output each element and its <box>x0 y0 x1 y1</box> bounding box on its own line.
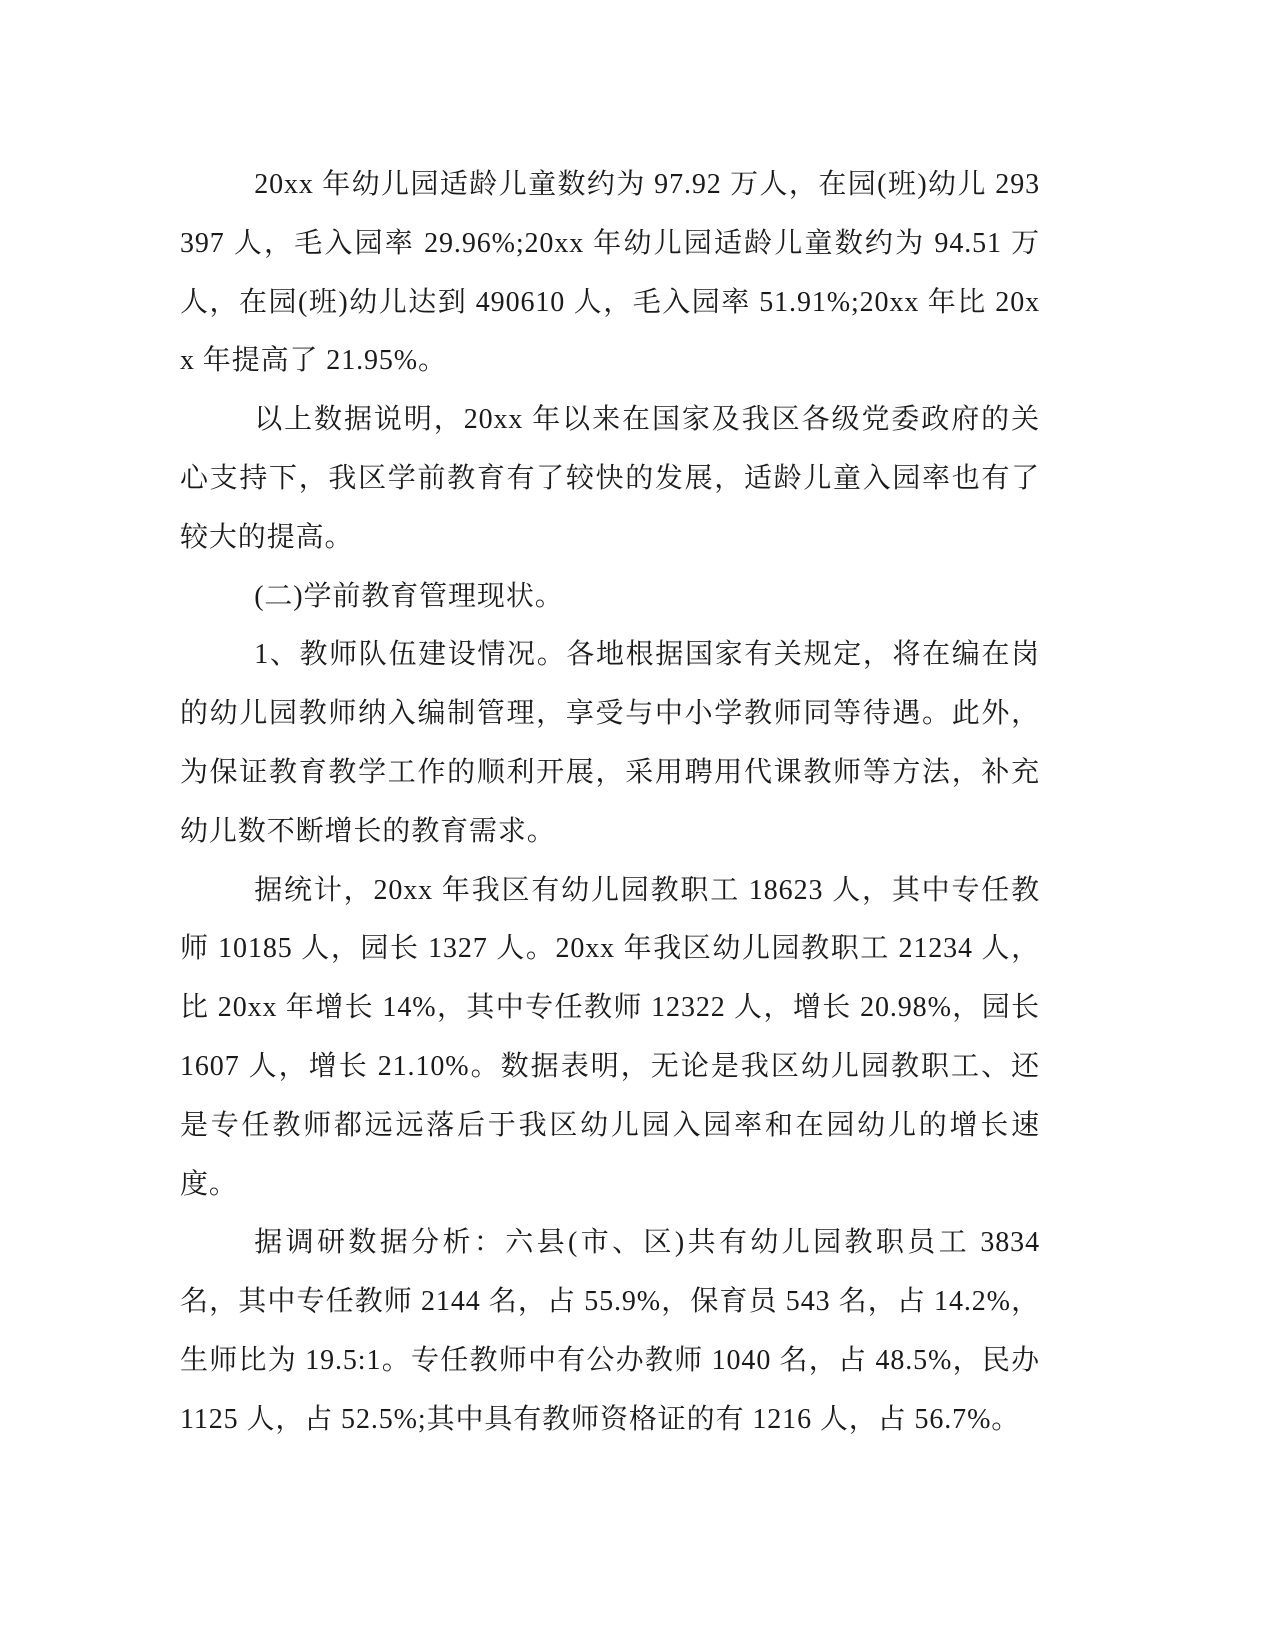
paragraph-enrollment-data: 20xx 年幼儿园适龄儿童数约为 97.92 万人，在园(班)幼儿 293397 人，毛入园率 29.96%;20xx 年幼儿园适龄儿童数约为 94.51 万人，在园(班)幼儿达到 490610 人，毛入园率 51.91%;20xx 年比 20xx 年提高了 21.95%。 <box>180 169 1040 377</box>
paragraph-data-summary: 以上数据说明，20xx 年以来在国家及我区各级党委政府的关心支持下，我区学前教育有了较快的发展，适龄儿童入园率也有了较大的提高。 <box>180 404 1040 553</box>
section-heading-management-status: (二)学前教育管理现状。 <box>254 580 564 612</box>
paragraph-staff-statistics: 据统计，20xx 年我区有幼儿园教职工 18623 人，其中专任教师 10185 人，园长 1327 人。20xx 年我区幼儿园教职工 21234 人，比 20xx 年增长 14%，其中专任教师 12322 人，增长 20.98%，园长 1607 人，增长 21.10%。数据表明，无论是我区幼儿园教职工、还是专任教师都远远落后于我区幼儿园入园率和在园幼儿的增长速度。 <box>180 874 1040 1200</box>
paragraph-survey-analysis: 据调研数据分析：六县(市、区)共有幼儿园教职员工 3834 名，其中专任教师 2144 名，占 55.9%，保育员 543 名，占 14.2%，生师比为 19.5:1。专任教师中有公办教师 1040 名，占 48.5%，民办 1125 人，占 52.5%;其中具有教师资格证的有 1216 人，占 56.7%。 <box>180 1227 1040 1435</box>
document-body <box>180 156 1040 1450</box>
paragraph-teacher-team-building: 1、教师队伍建设情况。各地根据国家有关规定，将在编在岗的幼儿园教师纳入编制管理，享受与中小学教师同等待遇。此外，为保证教育教学工作的顺利开展，采用聘用代课教师等方法，补充幼儿数不断增长的教育需求。 <box>180 639 1040 847</box>
